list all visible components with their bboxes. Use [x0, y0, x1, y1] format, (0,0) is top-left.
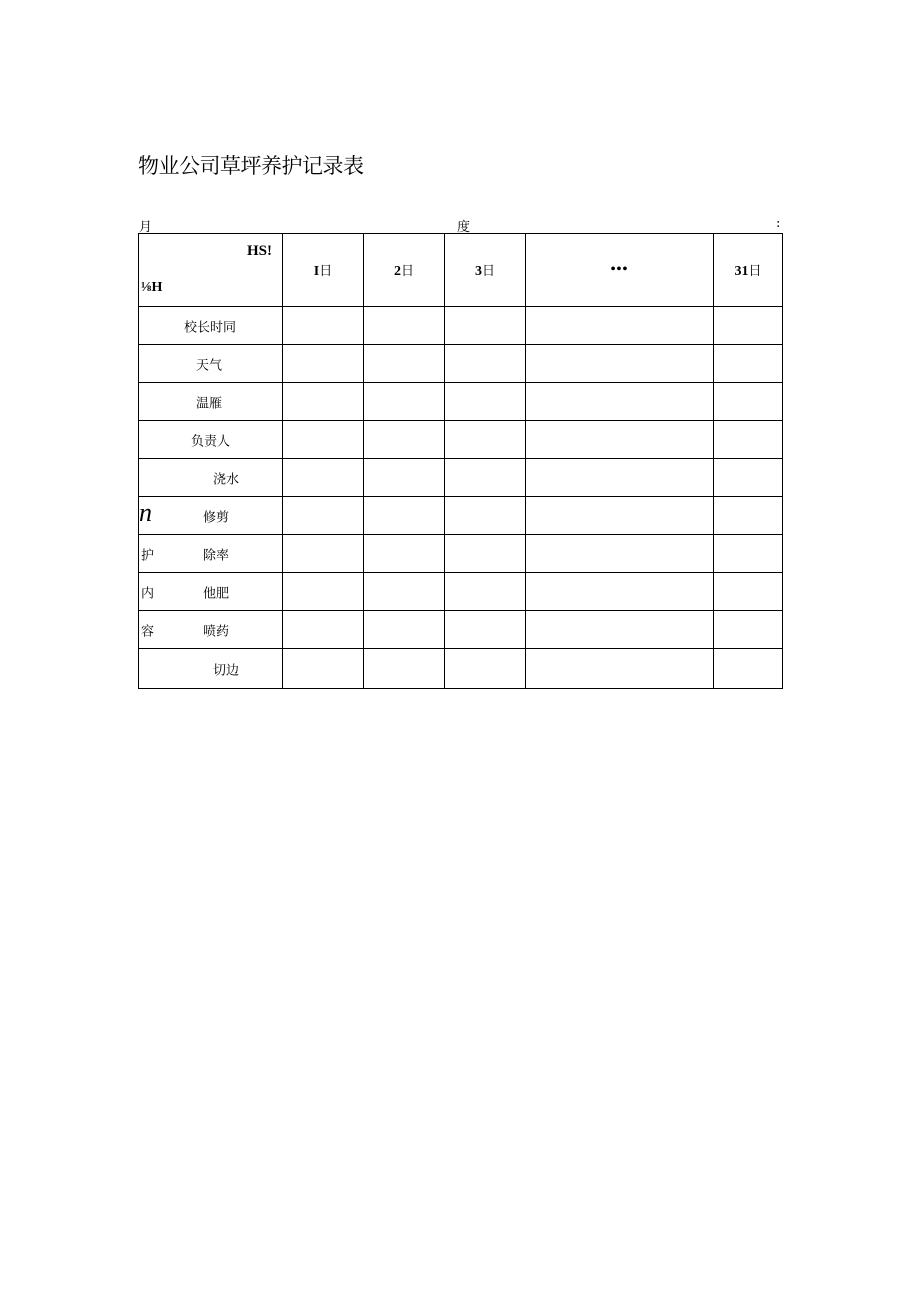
- entry-cell[interactable]: [364, 573, 445, 611]
- entry-cell[interactable]: [445, 497, 526, 535]
- entry-cell[interactable]: [526, 307, 714, 345]
- row-side-label: 容: [141, 624, 155, 639]
- entry-cell[interactable]: [714, 421, 783, 459]
- table-row: [139, 497, 783, 535]
- day-header-1: I日: [283, 234, 364, 307]
- table-row: [139, 573, 783, 611]
- row-side-label: n: [139, 498, 152, 528]
- entry-cell[interactable]: [364, 383, 445, 421]
- corner-header-cell: [139, 234, 283, 307]
- entry-cell[interactable]: [445, 535, 526, 573]
- day-header-31: 31日: [714, 234, 783, 307]
- entry-cell[interactable]: [714, 649, 783, 689]
- entry-cell[interactable]: [283, 611, 364, 649]
- entry-cell[interactable]: [445, 611, 526, 649]
- entry-cell[interactable]: [526, 345, 714, 383]
- entry-cell[interactable]: [526, 535, 714, 573]
- entry-cell[interactable]: [283, 649, 364, 689]
- row-label-cell: [139, 573, 283, 611]
- entry-cell[interactable]: [445, 307, 526, 345]
- entry-cell[interactable]: [714, 611, 783, 649]
- entry-cell[interactable]: [283, 535, 364, 573]
- row-label: 修剪: [203, 510, 230, 525]
- row-label-cell: [139, 421, 283, 459]
- entry-cell[interactable]: [364, 459, 445, 497]
- row-label-cell: [139, 383, 283, 421]
- entry-cell[interactable]: [714, 459, 783, 497]
- row-side-label: 护: [141, 548, 155, 563]
- entry-cell[interactable]: [364, 345, 445, 383]
- row-label-cell: [139, 497, 283, 535]
- entry-cell[interactable]: [283, 307, 364, 345]
- entry-cell[interactable]: [445, 421, 526, 459]
- table-row: [139, 307, 783, 345]
- entry-cell[interactable]: [364, 649, 445, 689]
- entry-cell[interactable]: [445, 459, 526, 497]
- entry-cell[interactable]: [714, 535, 783, 573]
- table-header-row: [139, 234, 783, 307]
- entry-cell[interactable]: [714, 307, 783, 345]
- entry-cell[interactable]: [283, 345, 364, 383]
- table-row: [139, 611, 783, 649]
- table-row: [139, 459, 783, 497]
- entry-cell[interactable]: [364, 535, 445, 573]
- entry-cell[interactable]: [445, 383, 526, 421]
- row-label: 他肥: [203, 586, 230, 601]
- row-label: 喷药: [203, 624, 230, 639]
- row-label: 校长时同: [184, 320, 237, 335]
- table-row: [139, 345, 783, 383]
- table-row: [139, 535, 783, 573]
- table-row: [139, 649, 783, 689]
- entry-cell[interactable]: [526, 611, 714, 649]
- lawn-care-table: [138, 233, 783, 689]
- row-label-cell: [139, 649, 283, 689]
- entry-cell[interactable]: [445, 345, 526, 383]
- entry-cell[interactable]: [526, 459, 714, 497]
- entry-cell[interactable]: [283, 497, 364, 535]
- row-side-label: 内: [141, 586, 155, 601]
- entry-cell[interactable]: [526, 573, 714, 611]
- entry-cell[interactable]: [714, 497, 783, 535]
- entry-cell[interactable]: [364, 307, 445, 345]
- page-title: 物业公司草坪养护记录表: [138, 154, 364, 178]
- entry-cell[interactable]: [364, 421, 445, 459]
- entry-cell[interactable]: [283, 421, 364, 459]
- row-label: 温雁: [196, 396, 223, 411]
- row-label: 除率: [203, 548, 230, 563]
- row-label: 负责人: [191, 434, 231, 449]
- entry-cell[interactable]: [283, 383, 364, 421]
- row-label-cell: [139, 611, 283, 649]
- colon-mark: :: [776, 216, 781, 231]
- day-header-3: 3日: [445, 234, 526, 307]
- entry-cell[interactable]: [364, 611, 445, 649]
- entry-cell[interactable]: [714, 345, 783, 383]
- entry-cell[interactable]: [283, 573, 364, 611]
- entry-cell[interactable]: [445, 649, 526, 689]
- month-label: 月: [139, 220, 153, 235]
- row-label-cell: [139, 535, 283, 573]
- row-label: 浇水: [213, 472, 240, 487]
- row-label-cell: [139, 459, 283, 497]
- entry-cell[interactable]: [526, 421, 714, 459]
- row-label-cell: [139, 345, 283, 383]
- entry-cell[interactable]: [526, 497, 714, 535]
- entry-cell[interactable]: [526, 383, 714, 421]
- row-label: 天气: [196, 358, 223, 373]
- entry-cell[interactable]: [283, 459, 364, 497]
- entry-cell[interactable]: [714, 573, 783, 611]
- day-header-ellipsis: •••: [526, 234, 714, 307]
- degree-label: 度: [457, 220, 471, 235]
- corner-bottom-text: ⅛H: [141, 280, 163, 295]
- day-header-2: 2日: [364, 234, 445, 307]
- row-label: 切边: [213, 663, 240, 678]
- table-row: [139, 421, 783, 459]
- entry-cell[interactable]: [445, 573, 526, 611]
- corner-top-text: HS!: [246, 243, 272, 259]
- table-row: [139, 383, 783, 421]
- row-label-cell: [139, 307, 283, 345]
- entry-cell[interactable]: [714, 383, 783, 421]
- entry-cell[interactable]: [364, 497, 445, 535]
- entry-cell[interactable]: [526, 649, 714, 689]
